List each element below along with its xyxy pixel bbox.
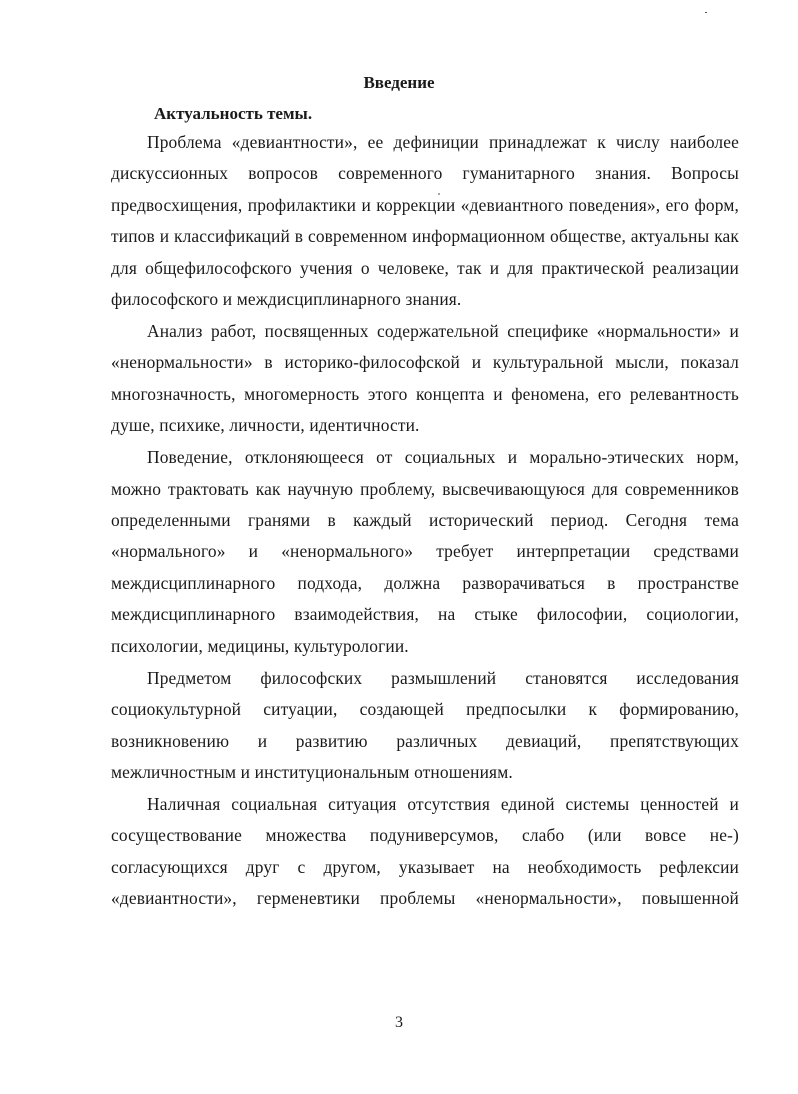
paragraph: Анализ работ, посвященных содержательной специфике «нормальности» и «ненормальности» в историко-философской и культуральной мысли, показал многозначность, многомерность этого концепта и феномена, его релевантность душе, психике, личности, идентичности. [111, 321, 739, 436]
scan-artifact [705, 12, 707, 13]
paragraph: Наличная социальная ситуация отсутствия единой системы ценностей и сосуществование множества подуниверсумов, слабо (или вовсе не-) согласующихся друг с другом, указывает на необходимость рефлексии «девиантности», герменевтики проблемы «ненормальности», повышенной [111, 793, 739, 909]
page-title: Введение [363, 73, 435, 92]
page-number: 3 [395, 1014, 403, 1031]
section-heading: Актуальность темы. [154, 104, 313, 123]
body-text [111, 127, 739, 915]
paragraph: Предметом философских размышлений становятся исследования социокультурной ситуации, создающей предпосылки к формированию, возникновению и развитию различных девиаций, препятствующих межличностным и институциональным отношениям. [111, 667, 739, 782]
paragraph: Проблема «девиантности», ее дефиниции принадлежат к числу наиболее дискуссионных вопросов современного гуманитарного знания. Вопросы предвосхищения, профилактики и коррекции «девиантного поведения», его форм, типов и классификаций в современном информационном обществе, актуальны как для общефилософского учения о человеке, так и для практической реализации философского и междисциплинарного знания. [111, 132, 739, 310]
paragraph: Поведение, отклоняющееся от социальных и морально-этических норм, можно трактовать как научную проблему, высвечивающуюся для современников определенными гранями в каждый исторический период. Сегодня тема «нормального» и «ненормального» требует интерпретации средствами междисциплинарного подхода, должна разворачиваться в пространстве междисциплинарного взаимодействия, на стыке философии, социологии, психологии, медицины, культурологии. [111, 447, 739, 656]
